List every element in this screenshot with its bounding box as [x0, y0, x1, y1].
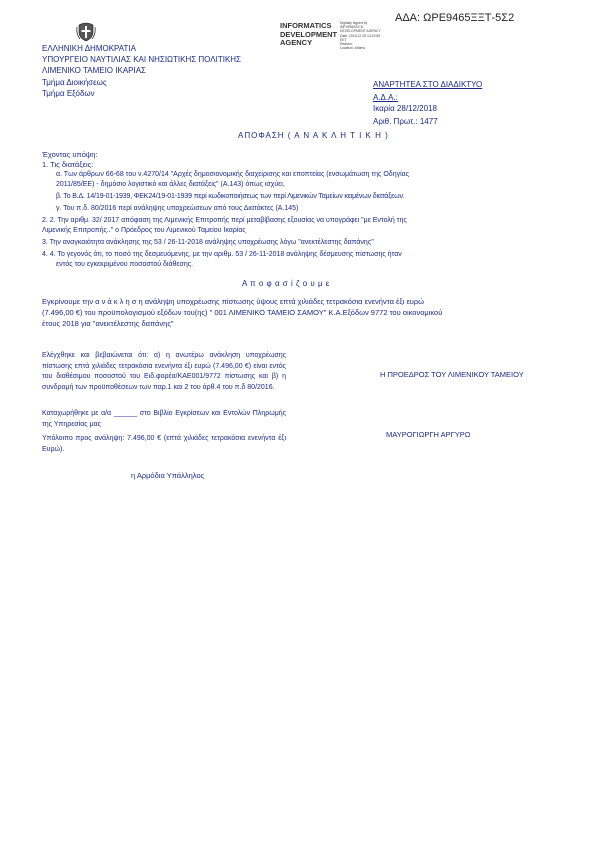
item-4-line: 4. 4. Το γεγονός ότι, το ποσό της δεσμευόμενης, με την αριθμ. 53 / 26-11-2018 ανάληψης δέσμευσης πίστωσης ήταν	[42, 251, 402, 258]
item-1b-line: β. Το Β.Δ. 14/19-01-1939, ΦΕΚ24/19-01-1939 περί κωδικοποιήσεως των περί Λιμενικών Ταμείων κειμένων διατάξεων.	[56, 193, 405, 200]
item-1a-line: α. Των άρθρων 66-68 του ν.4270/14 "Αρχές δημοσιονομικής διαχείρισης και εποπτείας (ενσωμάτωση της Οδηγίας	[56, 171, 410, 178]
item-1a-line: 2011/85/ΕΕ) - δημόσιο λογιστικό και άλλες διατάξεις" (Α.143) όπως ισχύει,	[56, 181, 285, 188]
protocol-number: Αριθ. Πρωτ.: 1477	[373, 117, 438, 126]
publish-notice: ΑΝΑΡΤΗΤΕΑ ΣΤΟ ΔΙΑΔΙΚΤΥΟ	[373, 80, 483, 89]
department-expenses: Τμήμα Εξόδων	[42, 89, 95, 98]
item-4-line: εντός του εγκεκριμένου ποσοστού διάθεσης.	[56, 261, 194, 268]
signature-detail-line: Digitally signed by	[340, 21, 368, 25]
item-3-line: 3. Την αναγκαιότητα ανάκλησης της 53 / 26-11-2018 ανάληψης υποχρέωσης λόγω "ανεκτέλεστης δαπάνης"	[42, 239, 374, 246]
decision-heading: Α π ο φ α σ ί ζ ο υ μ ε	[242, 279, 330, 288]
item-2-line: 2. 2. Την αριθμ. 32/ 2017 απόφαση της Λιμενικής Επιτροπής περί μεταβίβασης εξουσίας να υπογράφει "με Εντολή της	[42, 217, 407, 224]
greek-emblem-icon	[76, 20, 96, 42]
document-date: Ικαρία 28/12/2018	[373, 104, 437, 113]
item-1c-line: γ. Του π.δ. 80/2016 περί ανάληψης υποχρεώσεων από τους Διατάκτες (Α.145)	[56, 205, 299, 212]
approval-line: (7.496,00 €) του προϋπολογισμού εξόδων του(ης) " 001 ΛΙΜΕΝΙΚΟ ΤΑΜΕΙΟ ΣΑΜΟΥ" Κ.Α.Εξόδων 9772 του οικονομικού	[42, 308, 443, 317]
signature-details	[340, 21, 381, 50]
registration-paragraph: Καταχωρήθηκε με α/α ______ στο Βιβλίο Εγκρίσεων και Εντολών Πληρωμής της Υπηρεσίας μας	[42, 410, 286, 428]
ada-number: ΑΔΑ: ΩΡΕ9465ΞΞΤ-5Σ2	[395, 12, 515, 24]
ada-label: Α.Δ.Α.:	[373, 93, 398, 102]
signature-detail-line: DEVELOPMENT AGENCY	[340, 29, 381, 34]
document-title: ΑΠΟΦΑΣΗ ( Α Ν Α Κ Λ Η Τ Ι Κ Η )	[238, 131, 389, 140]
responsible-officer: η Αρμόδια Υπάλληλος	[131, 471, 205, 480]
signature-detail-line: Reason:	[340, 42, 353, 47]
item-1-heading: 1. Τις διατάξεις:	[42, 160, 94, 169]
signature-detail-line: INFORMATICS	[340, 25, 364, 30]
remaining-paragraph: Υπόλοιπο προς ανάληψη: 7.496,00 € (επτά χιλιάδες τετρακόσια ενενήντα έξι Ευρώ).	[42, 435, 286, 453]
signature-detail-line: Date: 2018.12.28 13:19:59	[340, 33, 381, 38]
fund-heading: ΛΙΜΕΝΙΚΟ ΤΑΜΕΙΟ ΙΚΑΡΙΑΣ	[42, 66, 146, 75]
signature-detail-line: EET	[340, 37, 347, 42]
stamp-line: AGENCY	[280, 38, 313, 47]
stamp-line: DEVELOPMENT	[280, 29, 338, 39]
considering-heading: Έχοντας υπόψη:	[42, 150, 98, 159]
signature-stamp	[280, 22, 337, 48]
stamp-line: INFORMATICS	[280, 21, 332, 30]
department-admin: Τμήμα Διοικήσεως	[42, 78, 107, 87]
item-2-line: Λιμενικής Επιτροπής.." ο Πρόεδρος του Λιμενικού Ταμείου Ικαρίας	[42, 227, 246, 234]
approval-line: έτους 2018 για "ανεκτέλεστης δαπάνης"	[42, 319, 174, 328]
signature-detail-line: Location: Athens	[340, 46, 366, 51]
approval-line: Εγκρίνουμε την α ν ά κ λ η σ η ανάληψη υποχρέωσης πίστωσης ύψους επτά χιλιάδες τετρακόσια ενενήντα έξι ευρώ	[42, 297, 425, 306]
ministry-heading: ΥΠΟΥΡΓΕΙΟ ΝΑΥΤΙΛΙΑΣ ΚΑΙ ΝΗΣΙΩΤΙΚΗΣ ΠΟΛΙΤΙΚΗΣ	[42, 55, 241, 64]
president-title: Η ΠΡΟΕΔΡΟΣ ΤΟΥ ΛΙΜΕΝΙΚΟΥ ΤΑΜΕΙΟΥ	[380, 370, 524, 379]
president-name: ΜΑΥΡΟΓΙΩΡΓΗ ΑΡΓΥΡΩ	[386, 430, 471, 439]
republic-heading: ΕΛΛΗΝΙΚΗ ΔΗΜΟΚΡΑΤΙΑ	[42, 44, 136, 53]
verification-paragraph: Ελέγχθηκε και βεβαιώνεται ότι: α) η ανωτέρω ανάκληση υποχρέωσης πίστωσης επτά χιλιάδες τετρακόσια ενενήντα έξι ευρώ (7.496,00 €) είναι εντός του διαθέσιμου ποσοστού του Ειδ.φορέα/ΚΑΕ001/9772 πίστωσης και β) η συνδρομή των προϋποθέσεων των παρ.1 και 2 του άρθ.4 του π.δ 80/2016.	[42, 352, 286, 391]
